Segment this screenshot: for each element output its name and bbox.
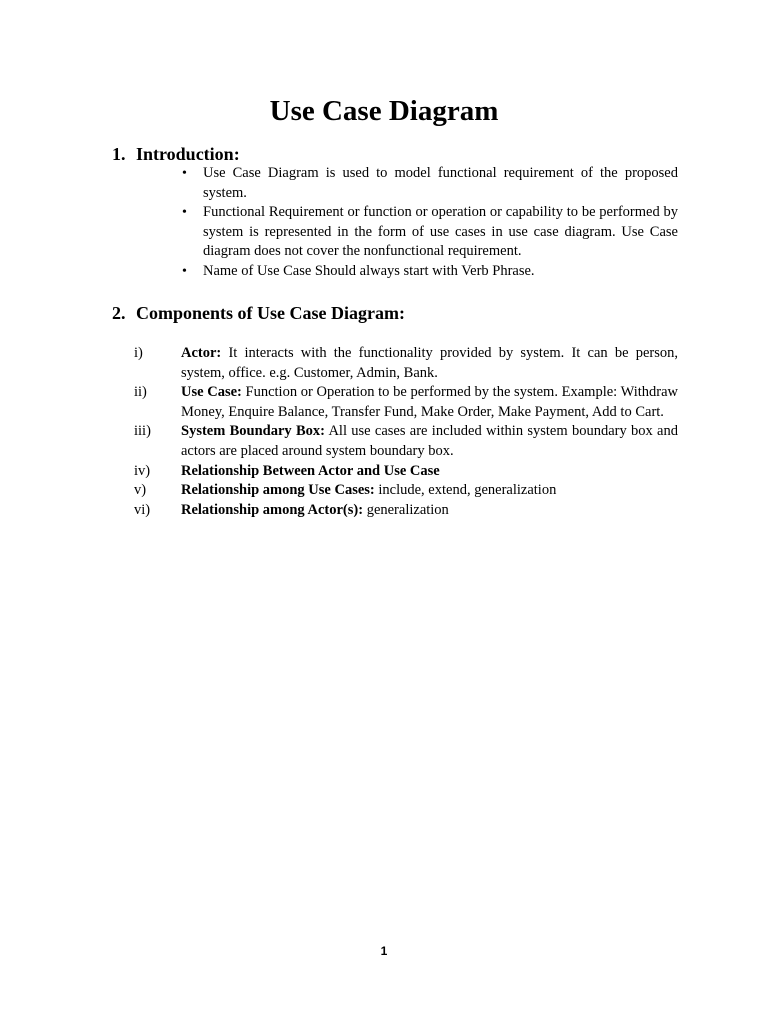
section-heading-introduction <box>112 143 240 165</box>
bullet-icon: • <box>182 205 187 221</box>
component-term: Use Case: <box>181 384 242 401</box>
component-term: Relationship among Actor(s): <box>181 501 364 518</box>
section-title: Components of Use Case Diagram: <box>136 303 405 323</box>
component-term: Relationship among Use Cases: <box>181 482 375 499</box>
bullet-text: Use Case Diagram is used to model functional requirement of the proposed system. <box>203 165 678 201</box>
list-item <box>182 262 678 282</box>
list-item <box>134 462 678 482</box>
page-number: 1 <box>380 944 388 958</box>
list-numeral: vi) <box>134 501 151 518</box>
list-item <box>134 481 678 501</box>
bullet-icon: • <box>182 166 187 181</box>
section-number: 2. <box>112 303 126 323</box>
list-item <box>134 344 678 383</box>
document-title: Use Case Diagram <box>269 95 499 127</box>
section-title: Introduction: <box>136 144 240 164</box>
component-description: Function or Operation to be performed by the system. Example: Withdraw Money, Enquire Balance, Transfer Fund, Make Order, Make Payment, Add to Cart. <box>181 384 678 420</box>
component-term: Relationship Between Actor and Use Case <box>181 462 440 479</box>
list-item <box>134 383 678 422</box>
component-description: All use cases are included within system boundary box and actors are placed around system boundary box. <box>181 423 678 459</box>
section-heading-components <box>112 302 405 324</box>
section-number: 1. <box>112 144 126 164</box>
introduction-bullet-list <box>182 164 678 282</box>
list-item <box>134 422 678 461</box>
list-numeral: iv) <box>134 462 151 479</box>
component-description: It interacts with the functionality provided by system. It can be person, system, office. e.g. Customer, Admin, Bank. <box>181 345 678 381</box>
list-numeral: v) <box>134 482 147 499</box>
components-numbered-list <box>134 344 678 520</box>
list-item <box>182 203 678 262</box>
list-item <box>182 164 678 203</box>
list-numeral: ii) <box>134 384 147 401</box>
bullet-text: Name of Use Case Should always start with Verb Phrase. <box>203 262 535 279</box>
component-description: generalization <box>363 501 449 518</box>
list-item <box>134 501 678 521</box>
component-term: Actor: <box>181 345 222 361</box>
list-numeral: iii) <box>134 423 151 440</box>
bullet-icon: • <box>182 263 187 279</box>
component-term: System Boundary Box: <box>181 423 325 440</box>
list-numeral: i) <box>134 345 143 361</box>
bullet-text: Functional Requirement or function or operation or capability to be performed by system is represented in the form of use cases in use case diagram. Use Case diagram does not cover the nonfunctional requirement. <box>203 204 678 260</box>
component-description: include, extend, generalization <box>374 482 557 499</box>
